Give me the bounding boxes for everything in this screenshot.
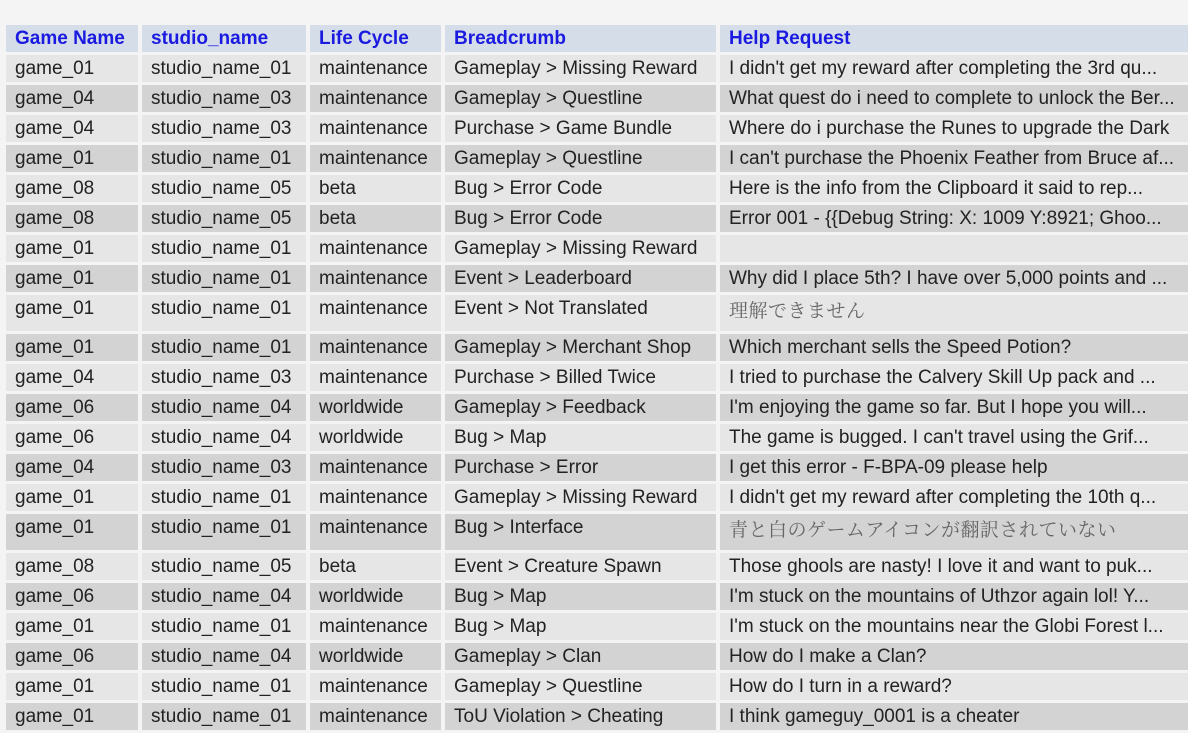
cell-studio-name: studio_name_01 xyxy=(142,334,306,361)
cell-help-request: I get this error - F-BPA-09 please help xyxy=(720,454,1188,481)
table-row[interactable] xyxy=(6,643,1188,670)
cell-game-name: game_06 xyxy=(6,394,138,421)
cell-studio-name: studio_name_01 xyxy=(142,703,306,730)
cell-studio-name: studio_name_03 xyxy=(142,85,306,112)
cell-game-name: game_08 xyxy=(6,205,138,232)
data-table-container xyxy=(0,22,1188,733)
cell-breadcrumb: Purchase > Billed Twice xyxy=(445,364,716,391)
cell-breadcrumb: Gameplay > Questline xyxy=(445,85,716,112)
cell-life-cycle: worldwide xyxy=(310,394,441,421)
cell-breadcrumb: Event > Not Translated xyxy=(445,295,716,331)
cell-game-name: game_01 xyxy=(6,673,138,700)
cell-life-cycle: worldwide xyxy=(310,424,441,451)
cell-game-name: game_08 xyxy=(6,553,138,580)
cell-help-request: I'm stuck on the mountains near the Globi Forest l... xyxy=(720,613,1188,640)
cell-studio-name: studio_name_01 xyxy=(142,673,306,700)
cell-life-cycle: maintenance xyxy=(310,295,441,331)
cell-game-name: game_04 xyxy=(6,454,138,481)
cell-help-request: How do I make a Clan? xyxy=(720,643,1188,670)
table-row[interactable] xyxy=(6,175,1188,202)
cell-studio-name: studio_name_01 xyxy=(142,295,306,331)
cell-life-cycle: worldwide xyxy=(310,643,441,670)
cell-breadcrumb: Gameplay > Missing Reward xyxy=(445,235,716,262)
cell-help-request: 理解できません xyxy=(720,295,1188,331)
cell-game-name: game_04 xyxy=(6,364,138,391)
cell-help-request: I think gameguy_0001 is a cheater xyxy=(720,703,1188,730)
cell-help-request: Error 001 - {{Debug String: X: 1009 Y:8921; Ghoo... xyxy=(720,205,1188,232)
cell-breadcrumb: Gameplay > Questline xyxy=(445,145,716,172)
cell-life-cycle: maintenance xyxy=(310,55,441,82)
cell-life-cycle: maintenance xyxy=(310,145,441,172)
cell-studio-name: studio_name_05 xyxy=(142,205,306,232)
table-row[interactable] xyxy=(6,115,1188,142)
cell-game-name: game_01 xyxy=(6,265,138,292)
cell-help-request: What quest do i need to complete to unlock the Ber... xyxy=(720,85,1188,112)
cell-studio-name: studio_name_03 xyxy=(142,364,306,391)
cell-game-name: game_01 xyxy=(6,613,138,640)
cell-studio-name: studio_name_04 xyxy=(142,643,306,670)
cell-help-request: I can't purchase the Phoenix Feather from Bruce af... xyxy=(720,145,1188,172)
cell-studio-name: studio_name_01 xyxy=(142,484,306,511)
cell-game-name: game_04 xyxy=(6,85,138,112)
cell-studio-name: studio_name_04 xyxy=(142,583,306,610)
cell-game-name: game_01 xyxy=(6,334,138,361)
cell-game-name: game_06 xyxy=(6,643,138,670)
table-row[interactable] xyxy=(6,454,1188,481)
table-row[interactable] xyxy=(6,85,1188,112)
cell-life-cycle: beta xyxy=(310,175,441,202)
cell-studio-name: studio_name_05 xyxy=(142,553,306,580)
cell-breadcrumb: Bug > Map xyxy=(445,613,716,640)
cell-breadcrumb: Purchase > Error xyxy=(445,454,716,481)
cell-help-request: 青と白のゲームアイコンが翻訳されていない xyxy=(720,514,1188,550)
cell-game-name: game_01 xyxy=(6,145,138,172)
cell-life-cycle: maintenance xyxy=(310,115,441,142)
cell-life-cycle: maintenance xyxy=(310,364,441,391)
cell-game-name: game_01 xyxy=(6,295,138,331)
cell-studio-name: studio_name_04 xyxy=(142,394,306,421)
table-row[interactable] xyxy=(6,514,1188,550)
column-header-life-cycle[interactable]: Life Cycle xyxy=(310,25,441,52)
cell-game-name: game_06 xyxy=(6,583,138,610)
cell-help-request: I tried to purchase the Calvery Skill Up pack and ... xyxy=(720,364,1188,391)
table-row[interactable] xyxy=(6,145,1188,172)
cell-help-request: How do I turn in a reward? xyxy=(720,673,1188,700)
cell-breadcrumb: Gameplay > Missing Reward xyxy=(445,55,716,82)
cell-help-request: Those ghools are nasty! I love it and want to puk... xyxy=(720,553,1188,580)
column-header-game-name[interactable]: Game Name xyxy=(6,25,138,52)
table-row[interactable] xyxy=(6,484,1188,511)
cell-breadcrumb: Gameplay > Missing Reward xyxy=(445,484,716,511)
table-row[interactable] xyxy=(6,265,1188,292)
cell-studio-name: studio_name_01 xyxy=(142,235,306,262)
table-row[interactable] xyxy=(6,235,1188,262)
column-header-help-request[interactable]: Help Request xyxy=(720,25,1188,52)
table-row[interactable] xyxy=(6,364,1188,391)
cell-game-name: game_01 xyxy=(6,514,138,550)
cell-game-name: game_04 xyxy=(6,115,138,142)
cell-game-name: game_01 xyxy=(6,235,138,262)
cell-life-cycle: maintenance xyxy=(310,265,441,292)
cell-game-name: game_01 xyxy=(6,703,138,730)
table-row[interactable] xyxy=(6,673,1188,700)
cell-studio-name: studio_name_03 xyxy=(142,115,306,142)
cell-help-request: I didn't get my reward after completing the 3rd qu... xyxy=(720,55,1188,82)
table-row[interactable] xyxy=(6,295,1188,331)
cell-help-request: I didn't get my reward after completing the 10th q... xyxy=(720,484,1188,511)
cell-game-name: game_06 xyxy=(6,424,138,451)
cell-breadcrumb: Bug > Map xyxy=(445,583,716,610)
cell-help-request: Why did I place 5th? I have over 5,000 points and ... xyxy=(720,265,1188,292)
cell-help-request: Here is the info from the Clipboard it said to rep... xyxy=(720,175,1188,202)
cell-breadcrumb: Bug > Error Code xyxy=(445,205,716,232)
cell-life-cycle: maintenance xyxy=(310,85,441,112)
cell-breadcrumb: ToU Violation > Cheating xyxy=(445,703,716,730)
cell-breadcrumb: Gameplay > Questline xyxy=(445,673,716,700)
cell-life-cycle: maintenance xyxy=(310,514,441,550)
table-row[interactable] xyxy=(6,613,1188,640)
table-row[interactable] xyxy=(6,205,1188,232)
table-row[interactable] xyxy=(6,334,1188,361)
help-request-table xyxy=(2,22,1188,733)
cell-life-cycle: maintenance xyxy=(310,454,441,481)
cell-help-request: I'm enjoying the game so far. But I hope you will... xyxy=(720,394,1188,421)
table-row[interactable] xyxy=(6,424,1188,451)
header-row xyxy=(6,25,1188,52)
cell-life-cycle: beta xyxy=(310,553,441,580)
cell-studio-name: studio_name_01 xyxy=(142,514,306,550)
cell-game-name: game_08 xyxy=(6,175,138,202)
cell-breadcrumb: Bug > Interface xyxy=(445,514,716,550)
table-row[interactable] xyxy=(6,703,1188,730)
cell-studio-name: studio_name_04 xyxy=(142,424,306,451)
table-row[interactable] xyxy=(6,583,1188,610)
cell-help-request xyxy=(720,235,1188,262)
cell-game-name: game_01 xyxy=(6,55,138,82)
cell-studio-name: studio_name_01 xyxy=(142,145,306,172)
cell-studio-name: studio_name_05 xyxy=(142,175,306,202)
cell-breadcrumb: Event > Leaderboard xyxy=(445,265,716,292)
table-row[interactable] xyxy=(6,553,1188,580)
cell-help-request: Where do i purchase the Runes to upgrade the Dark xyxy=(720,115,1188,142)
cell-help-request: The game is bugged. I can't travel using the Grif... xyxy=(720,424,1188,451)
cell-life-cycle: maintenance xyxy=(310,235,441,262)
cell-life-cycle: worldwide xyxy=(310,583,441,610)
cell-game-name: game_01 xyxy=(6,484,138,511)
cell-breadcrumb: Gameplay > Clan xyxy=(445,643,716,670)
cell-breadcrumb: Purchase > Game Bundle xyxy=(445,115,716,142)
cell-help-request: Which merchant sells the Speed Potion? xyxy=(720,334,1188,361)
cell-life-cycle: maintenance xyxy=(310,613,441,640)
cell-studio-name: studio_name_01 xyxy=(142,265,306,292)
cell-help-request: I'm stuck on the mountains of Uthzor again lol! Y... xyxy=(720,583,1188,610)
cell-life-cycle: beta xyxy=(310,205,441,232)
cell-studio-name: studio_name_01 xyxy=(142,613,306,640)
cell-studio-name: studio_name_03 xyxy=(142,454,306,481)
cell-breadcrumb: Bug > Error Code xyxy=(445,175,716,202)
cell-life-cycle: maintenance xyxy=(310,484,441,511)
cell-life-cycle: maintenance xyxy=(310,673,441,700)
column-header-breadcrumb[interactable]: Breadcrumb xyxy=(445,25,716,52)
cell-breadcrumb: Event > Creature Spawn xyxy=(445,553,716,580)
cell-life-cycle: maintenance xyxy=(310,703,441,730)
cell-breadcrumb: Bug > Map xyxy=(445,424,716,451)
cell-studio-name: studio_name_01 xyxy=(142,55,306,82)
column-header-studio-name[interactable]: studio_name xyxy=(142,25,306,52)
cell-life-cycle: maintenance xyxy=(310,334,441,361)
cell-breadcrumb: Gameplay > Feedback xyxy=(445,394,716,421)
table-row[interactable] xyxy=(6,55,1188,82)
table-row[interactable] xyxy=(6,394,1188,421)
cell-breadcrumb: Gameplay > Merchant Shop xyxy=(445,334,716,361)
